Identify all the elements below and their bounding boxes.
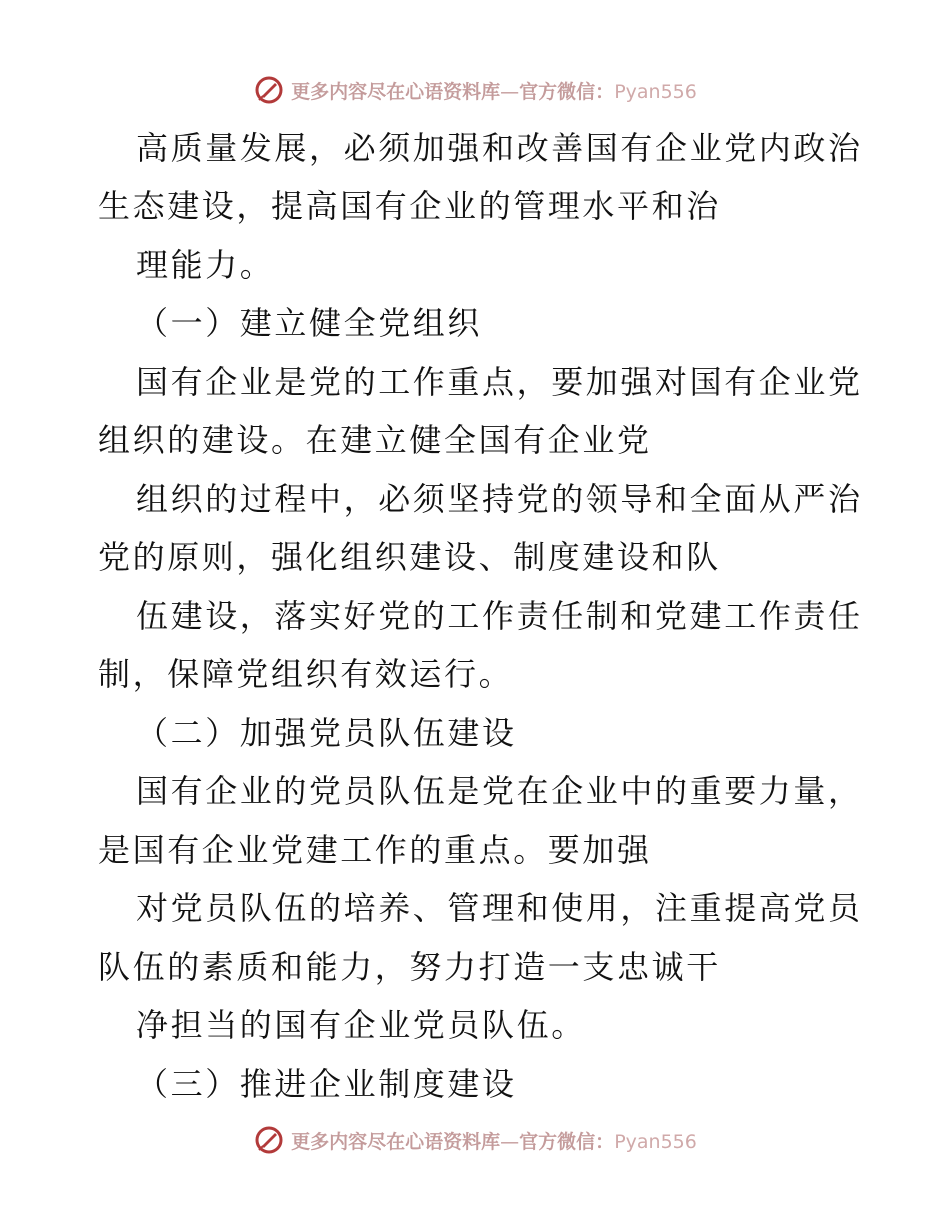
watermark-wechat-label: 官方微信： [519, 1130, 615, 1153]
body-line: 净担当的国有企业党员队伍。 [136, 1006, 586, 1044]
watermark-text [291, 77, 697, 104]
watermark-separator: — [500, 80, 520, 103]
feather-pen-logo-icon [253, 74, 285, 106]
watermark-main: 更多内容尽在心语资料库 [291, 1130, 501, 1153]
body-line: 伍建设，落实好党的工作责任制和党建工作责任 [136, 597, 863, 635]
watermark-text [291, 1127, 697, 1154]
section-heading-1: （一）建立健全党组织 [136, 304, 483, 342]
body-line: 高质量发展，必须加强和改善国有企业党内政治 [136, 129, 863, 167]
watermark-wechat-label: 官方微信： [519, 80, 615, 103]
watermark-wechat-id: Pyan556 [614, 1130, 697, 1153]
body-line: 国有企业是党的工作重点，要加强对国有企业党 [136, 363, 863, 401]
watermark-separator: — [500, 1130, 520, 1153]
body-line: 国有企业的党员队伍是党在企业中的重要力量， [136, 772, 863, 810]
body-line: 制，保障党组织有效运行。 [98, 655, 514, 693]
body-line: 党的原则，强化组织建设、制度建设和队 [98, 538, 721, 576]
body-line: 生态建设，提高国有企业的管理水平和治 [98, 187, 721, 225]
body-line: 是国有企业党建工作的重点。要加强 [98, 831, 652, 869]
body-line: 队伍的素质和能力，努力打造一支忠诚干 [98, 948, 721, 986]
body-line: 组织的建设。在建立健全国有企业党 [98, 421, 652, 459]
body-line: 组织的过程中，必须坚持党的领导和全面从严治 [136, 480, 863, 518]
section-heading-2: （二）加强党员队伍建设 [136, 714, 517, 752]
body-line: 理能力。 [136, 246, 275, 284]
section-heading-3: （三）推进企业制度建设 [136, 1065, 517, 1103]
footer-watermark [0, 1120, 950, 1160]
watermark-wechat-id: Pyan556 [614, 80, 697, 103]
body-line: 对党员队伍的培养、管理和使用，注重提高党员 [136, 889, 863, 927]
feather-pen-logo-icon [253, 1124, 285, 1156]
header-watermark [0, 70, 950, 110]
watermark-main: 更多内容尽在心语资料库 [291, 80, 501, 103]
